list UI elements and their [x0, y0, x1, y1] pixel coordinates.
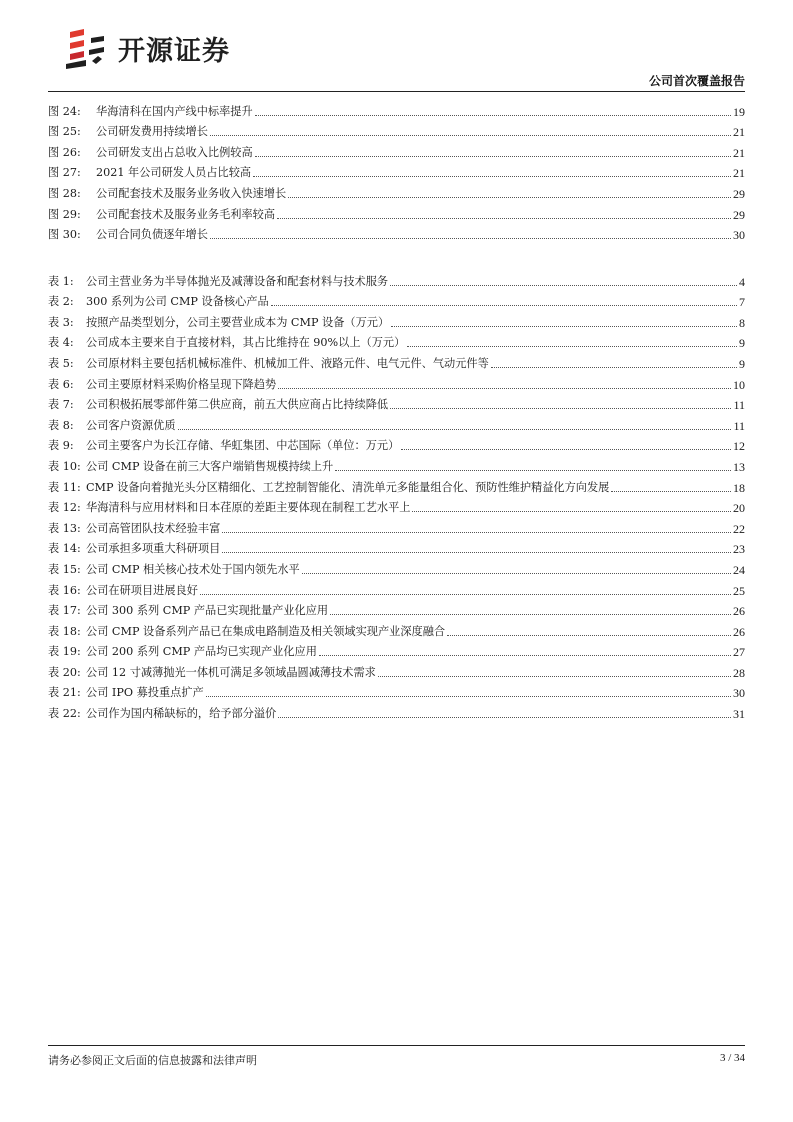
dot-leader: [447, 635, 731, 636]
entry-label: 表 6:: [48, 377, 74, 391]
figure-toc-entry[interactable]: [48, 139, 745, 160]
entry-label: 图 27:: [48, 166, 81, 180]
dot-leader: [390, 285, 737, 286]
dot-leader: [390, 408, 731, 409]
entry-title[interactable]: 按照产品类型划分，公司主要营业成本为 CMP 设备（万元）: [86, 315, 390, 329]
dot-leader: [178, 429, 732, 430]
dot-leader: [278, 717, 731, 718]
dot-leader: [206, 696, 731, 697]
dot-leader: [210, 135, 731, 136]
entry-page-number[interactable]: 9: [739, 336, 745, 351]
figure-toc-entry[interactable]: [48, 222, 745, 243]
dot-leader: [330, 614, 731, 615]
entry-title[interactable]: 公司 200 系列 CMP 产品均已实现产业化应用: [86, 645, 317, 659]
table-toc-entry[interactable]: [48, 371, 745, 392]
dot-leader: [412, 511, 731, 512]
table-toc-entry[interactable]: [48, 289, 745, 310]
dot-leader: [401, 449, 731, 450]
entry-title[interactable]: 公司合同负债逐年增长: [96, 228, 208, 242]
entry-page-number[interactable]: 22: [733, 521, 745, 536]
entry-title[interactable]: 华海清科在国内产线中标率提升: [96, 104, 253, 118]
entry-label: 表 9:: [48, 439, 74, 453]
entry-title[interactable]: 公司研发支出占总收入比例较高: [96, 145, 253, 159]
entry-label: 表 3:: [48, 315, 74, 329]
footer-page-number: 3 / 34: [719, 1052, 745, 1064]
entry-title[interactable]: 公司客户资源优质: [86, 418, 176, 432]
table-toc-entry[interactable]: [48, 474, 745, 495]
entry-label: 图 25:: [48, 125, 81, 139]
table-toc-entry[interactable]: [48, 433, 745, 454]
entry-label: 图 26:: [48, 145, 81, 159]
entry-title[interactable]: 300 系列为公司 CMP 设备核心产品: [86, 295, 269, 309]
entry-title[interactable]: 公司作为国内稀缺标的，给予部分溢价: [86, 707, 277, 721]
entry-label: 表 2:: [48, 295, 74, 309]
report-type-label: 公司首次覆盖报告: [648, 74, 745, 88]
entry-page-number[interactable]: 11: [733, 398, 745, 413]
entry-label: 表 17:: [48, 604, 81, 618]
entry-title[interactable]: 公司研发费用持续增长: [96, 125, 208, 139]
dot-leader: [222, 532, 731, 533]
entry-page-number[interactable]: 21: [733, 145, 745, 160]
entry-page-number[interactable]: 20: [733, 501, 745, 516]
entry-page-number[interactable]: 30: [733, 686, 745, 701]
entry-label: 表 11:: [48, 480, 81, 494]
table-toc-entry[interactable]: [48, 350, 745, 371]
dot-leader: [302, 573, 731, 574]
dot-leader: [277, 218, 731, 219]
entry-label: 图 30:: [48, 228, 81, 242]
entry-title[interactable]: CMP 设备向着抛光头分区精细化、工艺控制智能化、清洗单元多能量组合化、预防性维护精益化方向发展: [86, 480, 610, 494]
header-divider: [48, 91, 745, 92]
entry-title[interactable]: 公司 300 系列 CMP 产品已实现批量产业化应用: [86, 604, 329, 618]
table-index: [48, 268, 745, 721]
entry-page-number[interactable]: 11: [733, 418, 745, 433]
dot-leader: [378, 676, 731, 677]
figure-toc-entry[interactable]: [48, 98, 745, 119]
table-toc-entry[interactable]: [48, 453, 745, 474]
entry-label: 表 1:: [48, 274, 74, 288]
entry-label: 表 20:: [48, 665, 81, 679]
dot-leader: [319, 655, 731, 656]
entry-title[interactable]: 公司在研项目进展良好: [86, 583, 198, 597]
table-toc-entry[interactable]: [48, 536, 745, 557]
entry-page-number[interactable]: 23: [733, 542, 745, 557]
table-toc-entry[interactable]: [48, 639, 745, 660]
entry-page-number[interactable]: 30: [733, 228, 745, 243]
entry-label: 图 24:: [48, 104, 81, 118]
entry-label: 表 14:: [48, 542, 81, 556]
entry-page-number[interactable]: 26: [733, 624, 745, 639]
table-toc-entry[interactable]: [48, 330, 745, 351]
entry-title[interactable]: 公司 CMP 相关核心技术处于国内领先水平: [86, 562, 300, 576]
entry-page-number[interactable]: 29: [733, 207, 745, 222]
table-toc-entry[interactable]: [48, 556, 745, 577]
entry-page-number[interactable]: 21: [733, 125, 745, 140]
entry-page-number[interactable]: 7: [739, 295, 745, 310]
entry-page-number[interactable]: 4: [739, 274, 745, 289]
entry-page-number[interactable]: 26: [733, 604, 745, 619]
entry-title[interactable]: 公司配套技术及服务业务毛利率较高: [96, 207, 276, 221]
entry-label: 表 5:: [48, 356, 74, 370]
entry-label: 图 29:: [48, 207, 81, 221]
entry-page-number[interactable]: 27: [733, 645, 745, 660]
figure-toc-entry[interactable]: [48, 119, 745, 140]
entry-title[interactable]: 公司积极拓展零部件第二供应商，前五大供应商占比持续降低: [86, 398, 389, 412]
table-toc-entry[interactable]: [48, 495, 745, 516]
entry-title[interactable]: 公司主要原材料采购价格呈现下降趋势: [86, 377, 277, 391]
company-logo: [64, 26, 230, 70]
dot-leader: [335, 470, 731, 471]
entry-page-number[interactable]: 28: [733, 665, 745, 680]
entry-label: 表 13:: [48, 521, 81, 535]
entry-label: 表 22:: [48, 707, 81, 721]
logo-text: 开源证券: [118, 35, 230, 67]
entry-page-number[interactable]: 31: [733, 707, 745, 722]
entry-page-number[interactable]: 24: [733, 562, 745, 577]
dot-leader: [407, 346, 737, 347]
entry-label: 表 15:: [48, 562, 81, 576]
entry-title[interactable]: 华海清科与应用材料和日本荏原的差距主要体现在制程工艺水平上: [86, 501, 411, 515]
entry-page-number[interactable]: 9: [739, 356, 745, 371]
entry-title[interactable]: 公司承担多项重大科研项目: [86, 542, 221, 556]
table-toc-entry[interactable]: [48, 309, 745, 330]
entry-page-number[interactable]: 13: [733, 459, 745, 474]
table-toc-entry[interactable]: [48, 700, 745, 721]
entry-label: 表 8:: [48, 418, 74, 432]
entry-page-number[interactable]: 12: [733, 439, 745, 454]
entry-title[interactable]: 公司成本主要来自于直接材料，其占比维持在 90%以上（万元）: [86, 336, 406, 350]
figure-toc-entry[interactable]: [48, 201, 745, 222]
entry-title[interactable]: 公司主营业务为半导体抛光及减薄设备和配套材料与技术服务: [86, 274, 389, 288]
entry-title[interactable]: 2021 年公司研发人员占比较高: [96, 166, 252, 180]
entry-label: 表 18:: [48, 624, 81, 638]
dot-leader: [210, 238, 731, 239]
entry-title[interactable]: 公司 CMP 设备系列产品已在集成电路制造及相关领域实现产业深度融合: [86, 624, 446, 638]
entry-label: 表 12:: [48, 501, 81, 515]
dot-leader: [271, 305, 737, 306]
footer-disclaimer: 请务必参阅正文后面的信息披露和法律声明: [48, 1054, 257, 1067]
entry-title[interactable]: 公司主要客户为长江存储、华虹集团、中芯国际（单位：万元）: [86, 439, 400, 453]
entry-label: 表 4:: [48, 336, 74, 350]
entry-title[interactable]: 公司 12 寸减薄抛光一体机可满足多领域晶圆减薄技术需求: [86, 665, 376, 679]
table-toc-entry[interactable]: [48, 680, 745, 701]
table-toc-entry[interactable]: [48, 618, 745, 639]
entry-page-number[interactable]: 19: [733, 104, 745, 119]
dot-leader: [253, 176, 731, 177]
entry-page-number[interactable]: 29: [733, 186, 745, 201]
dot-leader: [200, 594, 731, 595]
dot-leader: [278, 388, 731, 389]
dot-leader: [255, 115, 731, 116]
entry-page-number[interactable]: 10: [733, 377, 745, 392]
footer-divider: [48, 1045, 745, 1046]
table-toc-entry[interactable]: [48, 598, 745, 619]
entry-title[interactable]: 公司配套技术及服务业务收入快速增长: [96, 186, 287, 200]
entry-label: 表 10:: [48, 459, 81, 473]
entry-title[interactable]: 公司 IPO 募投重点扩产: [86, 686, 204, 700]
dot-leader: [222, 552, 731, 553]
entry-page-number[interactable]: 21: [733, 166, 745, 181]
table-toc-entry[interactable]: [48, 268, 745, 289]
figure-toc-entry[interactable]: [48, 160, 745, 181]
dot-leader: [391, 326, 737, 327]
logo-emblem-icon: [64, 26, 108, 70]
dot-leader: [288, 197, 731, 198]
entry-label: 表 7:: [48, 398, 74, 412]
entry-page-number[interactable]: 8: [739, 315, 745, 330]
figure-index: [48, 98, 745, 242]
table-toc-entry[interactable]: [48, 412, 745, 433]
entry-label: 表 19:: [48, 645, 81, 659]
dot-leader: [611, 491, 731, 492]
table-toc-entry[interactable]: [48, 392, 745, 413]
table-toc-entry[interactable]: [48, 515, 745, 536]
dot-leader: [491, 367, 737, 368]
entry-title[interactable]: 公司 CMP 设备在前三大客户端销售规模持续上升: [86, 459, 334, 473]
entry-page-number[interactable]: 25: [733, 583, 745, 598]
figure-toc-entry[interactable]: [48, 180, 745, 201]
entry-page-number[interactable]: 18: [733, 480, 745, 495]
dot-leader: [255, 156, 731, 157]
entry-label: 图 28:: [48, 186, 81, 200]
table-toc-entry[interactable]: [48, 659, 745, 680]
entry-title[interactable]: 公司高管团队技术经验丰富: [86, 521, 221, 535]
entry-title[interactable]: 公司原材料主要包括机械标准件、机械加工件、液路元件、电气元件、气动元件等: [86, 356, 489, 370]
entry-label: 表 16:: [48, 583, 81, 597]
table-toc-entry[interactable]: [48, 577, 745, 598]
entry-label: 表 21:: [48, 686, 81, 700]
